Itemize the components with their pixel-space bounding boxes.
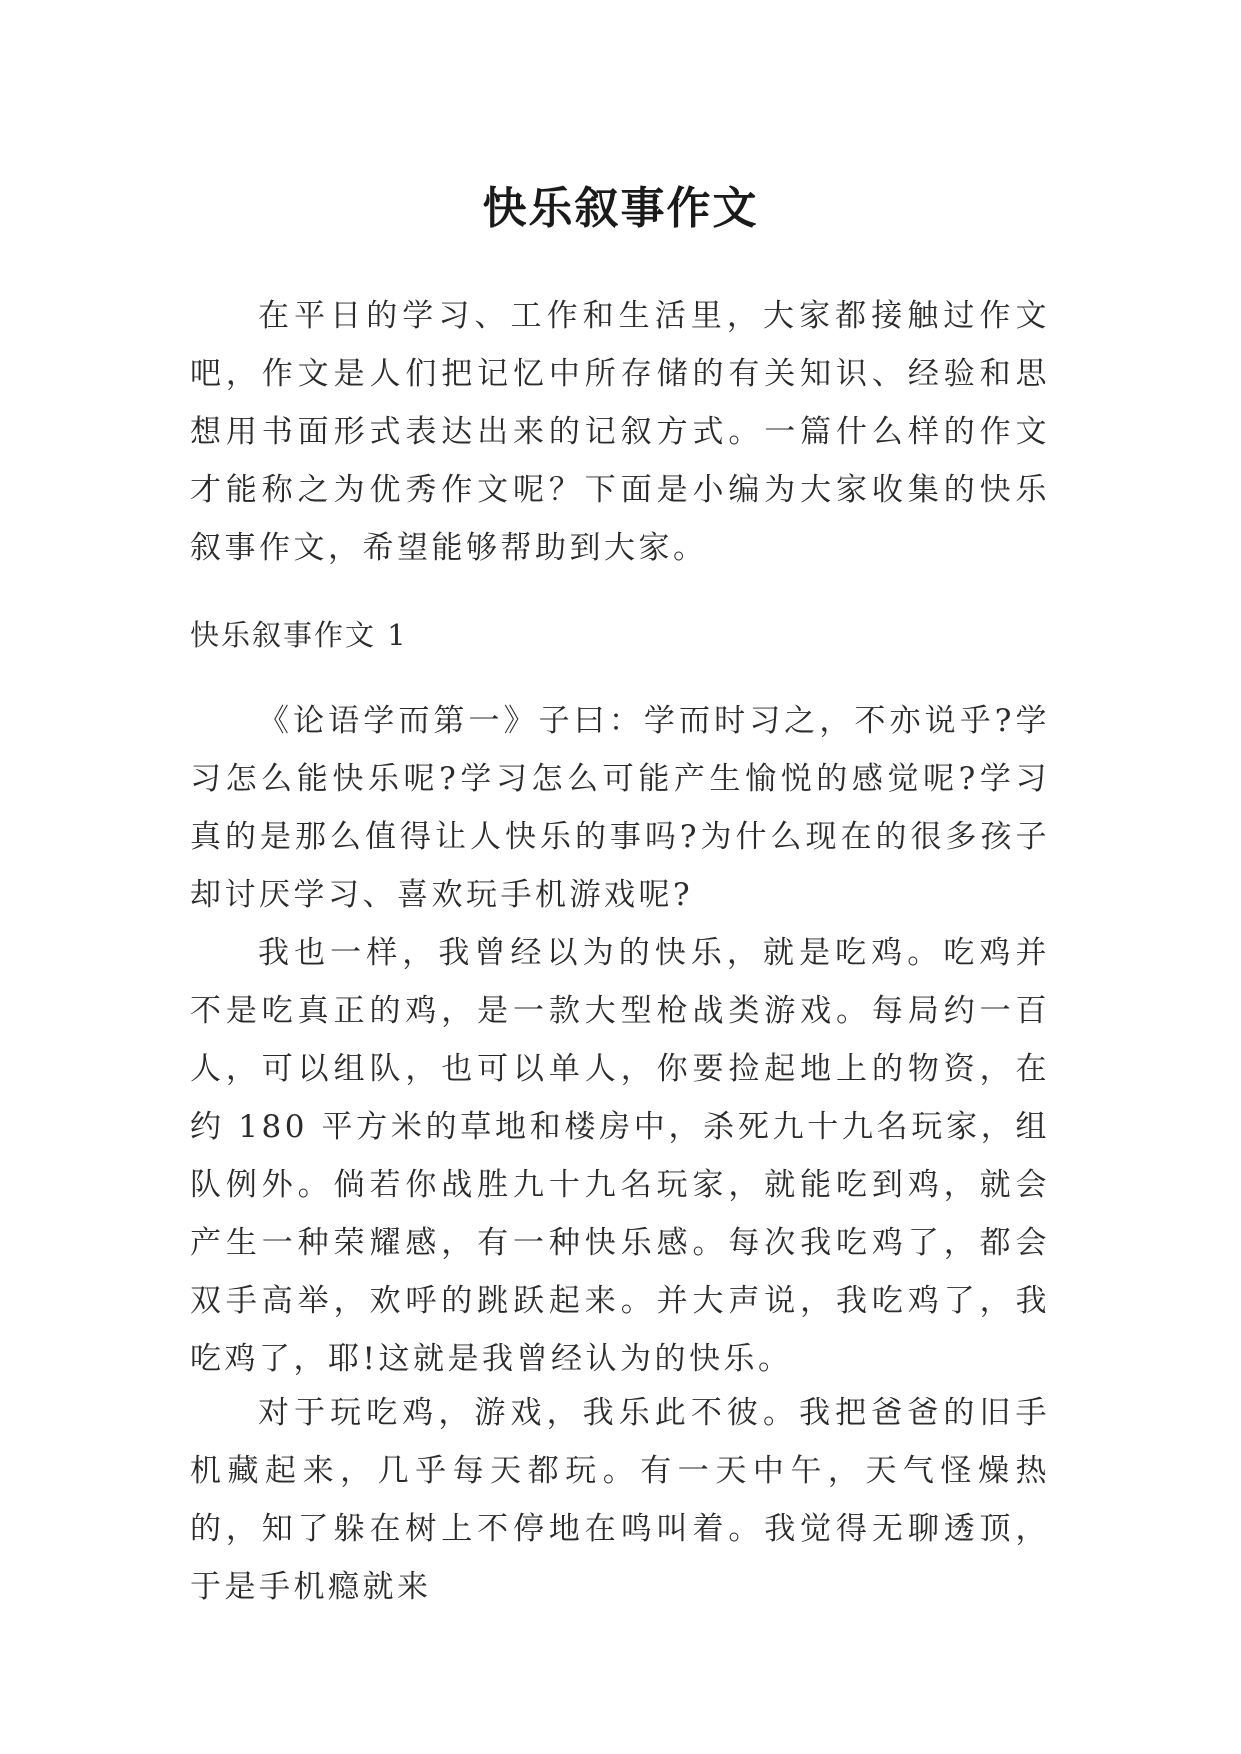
- document-title: 快乐叙事作文: [482, 183, 759, 235]
- section-heading: 快乐叙事作文 1: [190, 618, 408, 652]
- paragraph-1: 《论语学而第一》子曰：学而时习之，不亦说乎?学习怎么能快乐呢?学习怎么可能产生愉悦的感觉呢?学习真的是那么值得让人快乐的事吗?为什么现在的很多孩子却讨厌学习、喜欢玩手机游戏呢?: [190, 703, 1050, 913]
- intro-paragraph: 在平日的学习、工作和生活里，大家都接触过作文吧，作文是人们把记忆中所存储的有关知识、经验和思想用书面形式表达出来的记叙方式。一篇什么样的作文才能称之为优秀作文呢？下面是小编为大家收集的快乐叙事作文，希望能够帮助到大家。: [190, 298, 1050, 566]
- paragraph-2: 我也一样，我曾经以为的快乐，就是吃鸡。吃鸡并不是吃真正的鸡，是一款大型枪战类游戏。每局约一百人，可以组队，也可以单人，你要捡起地上的物资，在约 180 平方米的草地和楼房中，杀死九十九名玩家，组队例外。倘若你战胜九十九名玩家，就能吃到鸡，就会产生一种荣耀感，有一种快乐感。每次我吃鸡了，都会双手高举，欢呼的跳跃起来。并大声说，我吃鸡了，我吃鸡了，耶!这就是我曾经认为的快乐。: [190, 935, 1050, 1377]
- paragraph-3: 对于玩吃鸡，游戏，我乐此不彼。我把爸爸的旧手机藏起来，几乎每天都玩。有一天中午，天气怪燥热的，知了躲在树上不停地在鸣叫着。我觉得无聊透顶，于是手机瘾就来: [190, 1395, 1050, 1605]
